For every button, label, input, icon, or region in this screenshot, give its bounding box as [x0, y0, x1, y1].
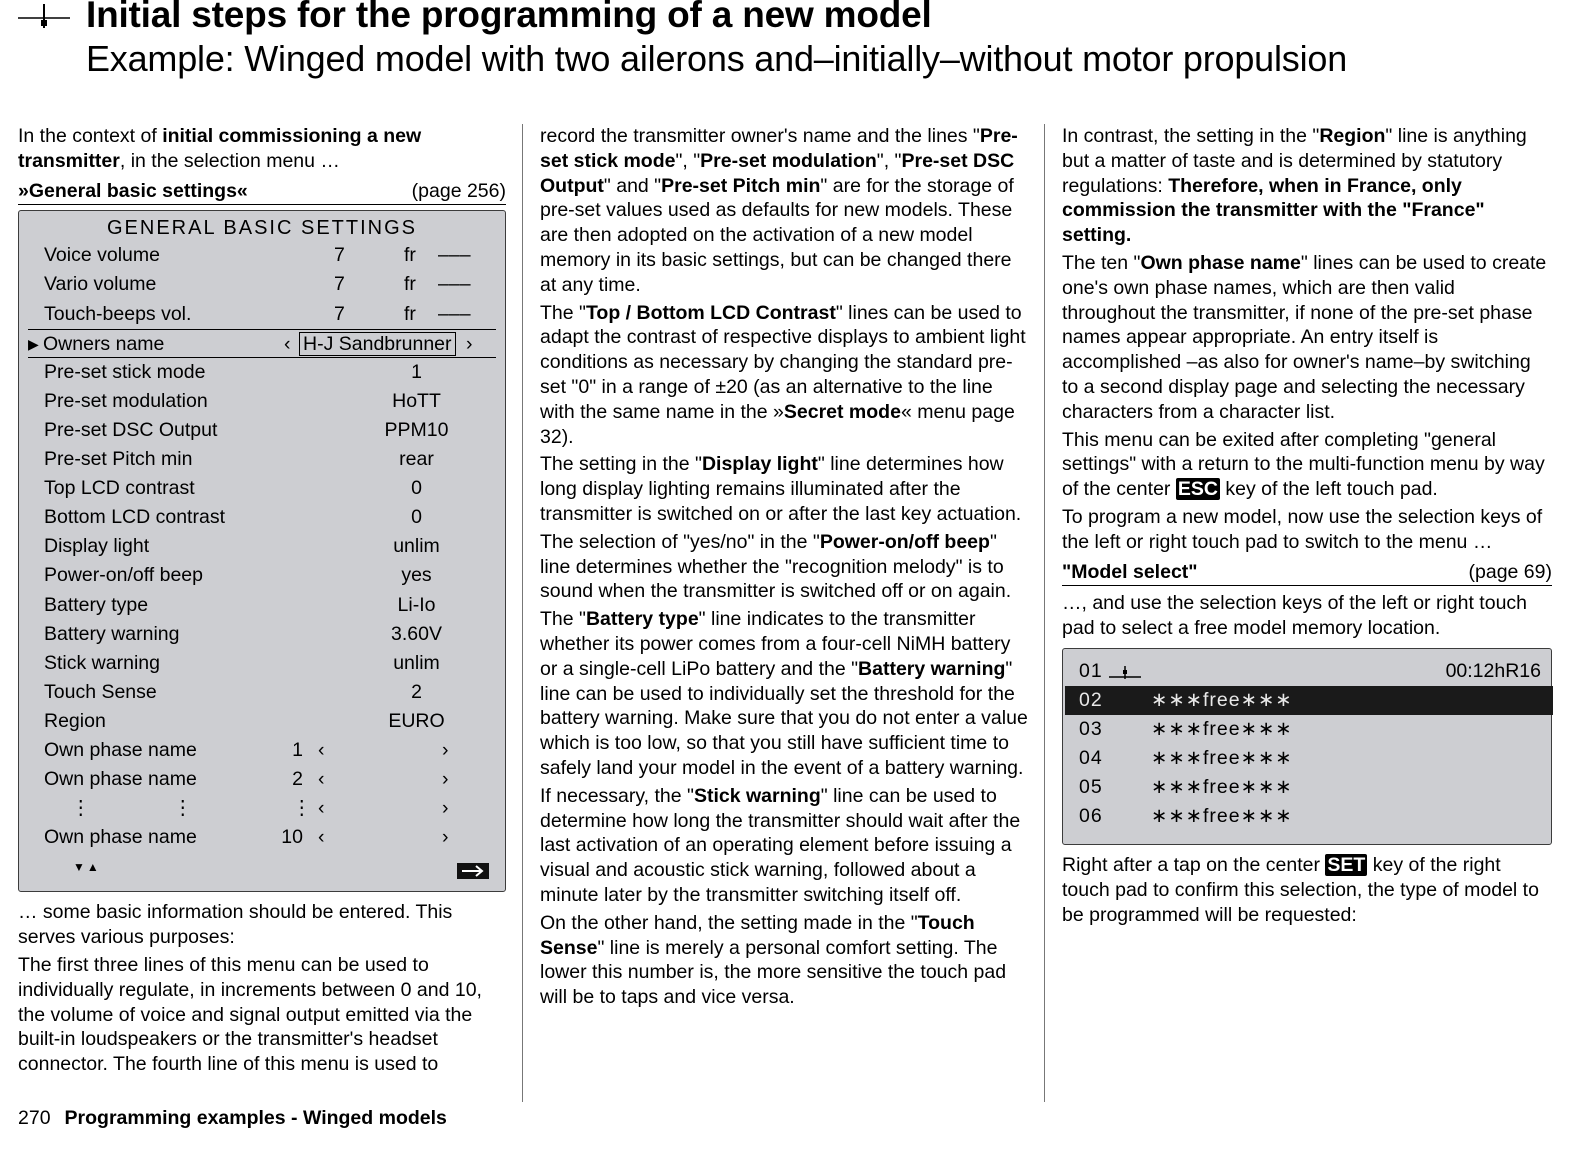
- lcd-row-unit: fr: [404, 302, 416, 325]
- lcd-row[interactable]: [19, 474, 505, 503]
- lcd-row-dash: –––: [438, 273, 471, 296]
- menu-reference: [18, 179, 506, 206]
- lcd-row-volume[interactable]: [19, 270, 505, 299]
- chevron-left-icon[interactable]: ‹: [318, 738, 325, 761]
- lcd-row[interactable]: [19, 561, 505, 590]
- chevron-right-icon[interactable]: ›: [466, 332, 473, 355]
- chevron-left-icon[interactable]: ‹: [318, 768, 325, 791]
- paragraph: The ten "Own phase name" lines can be used to create one's own phase names, which are then valid throughout the transmitter, if none of the pre-set phase names appear appropriate. An entry itself is accomplished –as also for owner's name–by switching to a second display page and selecting the necessary characters from a character list.: [1062, 251, 1547, 423]
- lcd-row-value[interactable]: 7: [334, 302, 345, 325]
- column-2: [540, 124, 1030, 1013]
- paragraph: The first three lines of this menu can be used to individually regulate, in increments between 0 and 10, the volume of voice and signal output emitted via the built-in loudspeakers or the transmitter's headset connector. The fourth line of this menu is used to: [18, 953, 482, 1076]
- page-subtitle: Example: Winged model with two ailerons and–initially–without motor propulsion: [86, 38, 1348, 79]
- owner-name-value[interactable]: H-J Sandbrunner: [299, 332, 456, 356]
- lcd-row-value[interactable]: HoTT: [392, 389, 441, 412]
- phase-number: 1: [292, 738, 303, 761]
- chevron-right-icon[interactable]: ›: [442, 768, 449, 791]
- lcd-row-phase[interactable]: [19, 765, 505, 794]
- lcd-row-value[interactable]: 1: [411, 360, 422, 383]
- lcd-row-label: Own phase name: [44, 738, 197, 761]
- lcd-row-value[interactable]: 7: [334, 273, 345, 296]
- model-row[interactable]: [1077, 802, 1541, 831]
- lcd-row-dash: –––: [438, 302, 471, 325]
- vertical-ellipsis-icon: ⋮: [173, 797, 193, 820]
- lcd-row-value[interactable]: 2: [411, 680, 422, 703]
- lcd-row-label: Battery warning: [44, 622, 180, 645]
- paragraph: On the other hand, the setting made in the "Touch Sense" line is merely a personal comfort setting. The lower this number is, the more sensitive the touch pad will be to taps and vice versa.: [540, 911, 1007, 1009]
- page-footer: [18, 1107, 447, 1130]
- memory-status: ∗∗∗free∗∗∗: [1151, 717, 1293, 740]
- model-row[interactable]: [1077, 744, 1541, 773]
- menu-name: »General basic settings«: [18, 179, 248, 202]
- lcd-row-owner[interactable]: [28, 329, 496, 358]
- lcd-row-value[interactable]: PPM10: [384, 418, 449, 441]
- paragraph: This menu can be exited after completing "general settings" with a return to the multi-function menu by way of the center ESC key of the left touch pad.: [1062, 428, 1545, 501]
- page-number: 270: [18, 1107, 51, 1129]
- memory-number: 02: [1079, 688, 1103, 711]
- memory-status: ∗∗∗free∗∗∗: [1151, 804, 1293, 827]
- column-3: [1062, 124, 1552, 930]
- lcd-row-value[interactable]: 0: [411, 506, 422, 529]
- lcd-row-volume[interactable]: [19, 300, 505, 329]
- intro-paragraph: In the context of initial commissioning a new transmitter, in the selection menu …: [18, 125, 422, 172]
- lcd-row-label: Display light: [44, 535, 150, 558]
- lcd-row-phase[interactable]: [19, 736, 505, 765]
- paragraph: To program a new model, now use the selection keys of the left or right touch pad to switch to the menu …: [1062, 505, 1543, 553]
- model-glider-icon: [18, 4, 70, 30]
- lcd-row-value[interactable]: rear: [399, 448, 434, 471]
- lcd-row-value[interactable]: EURO: [388, 709, 445, 732]
- model-glider-icon: [1109, 666, 1141, 680]
- paragraph: …, and use the selection keys of the left or right touch pad to select a free model memory location.: [1062, 592, 1528, 640]
- paragraph: The "Battery type" line indicates to the transmitter whether its power comes from a four-cell NiMH battery or a single-cell LiPo battery and the "Battery warning" line can be used to individually set the threshold for the battery warning. Make sure that you do not enter a value which is too low, so that you still have sufficient time to safely land your model in the event of a battery warning.: [540, 608, 1028, 779]
- paragraph: If necessary, the "Stick warning" line can be used to determine how long the transmitter should wait after the last activation of an operating element before issuing a visual and acoustic stick warning, followed about a minute later by the transmitter switching itself off.: [540, 784, 1021, 906]
- page-title: Initial steps for the programming of a new model: [86, 0, 932, 35]
- scroll-arrows-icon[interactable]: ▼▲: [73, 859, 101, 874]
- lcd-row-value[interactable]: Li-Io: [397, 593, 436, 616]
- lcd-row[interactable]: [19, 707, 505, 736]
- lcd-row-label: Voice volume: [44, 244, 160, 267]
- chevron-right-icon[interactable]: ›: [442, 738, 449, 761]
- memory-number: 06: [1079, 804, 1103, 827]
- phase-number: 2: [292, 768, 303, 791]
- esc-key: ESC: [1177, 478, 1218, 501]
- paragraph: The setting in the "Display light" line determines how long display lighting remains illuminated after the transmitter is switched on or after the last key actuation.: [540, 453, 1022, 525]
- lcd-row-value[interactable]: unlim: [393, 651, 440, 674]
- memory-status: ∗∗∗free∗∗∗: [1151, 688, 1293, 711]
- model-timer: 00:12hR16: [1445, 659, 1541, 682]
- model-row-selected[interactable]: [1065, 686, 1553, 715]
- lcd-row-label: Stick warning: [44, 651, 160, 674]
- lcd-row-label: Pre-set stick mode: [44, 360, 206, 383]
- lcd-row-label: Touch Sense: [44, 680, 157, 703]
- lcd-row-dash: –––: [438, 244, 471, 267]
- memory-number: 05: [1079, 775, 1103, 798]
- chevron-left-icon[interactable]: ‹: [318, 826, 325, 849]
- lcd-row[interactable]: [19, 591, 505, 620]
- memory-status: ∗∗∗free∗∗∗: [1151, 775, 1293, 798]
- menu-name: "Model select": [1062, 560, 1198, 583]
- memory-number: 04: [1079, 746, 1103, 769]
- model-row[interactable]: [1077, 773, 1541, 802]
- paragraph: The selection of "yes/no" in the "Power-on/off beep" line determines whether the "recognition melody" is to sound when the transmitter is switched off or on again.: [540, 530, 1012, 603]
- lcd-row[interactable]: [19, 649, 505, 678]
- lcd-row[interactable]: [19, 620, 505, 649]
- column-divider: [1044, 124, 1045, 1102]
- lcd-row-label: Vario volume: [44, 273, 157, 296]
- lcd-general-settings: [18, 210, 506, 892]
- lcd-row-label: Touch-beeps vol.: [44, 302, 192, 325]
- lcd-row-label: Own phase name: [44, 826, 197, 849]
- menu-page: (page 256): [411, 179, 506, 202]
- section-title: Programming examples - Winged models: [64, 1107, 447, 1129]
- lcd-row-volume[interactable]: [19, 241, 505, 270]
- memory-status: ∗∗∗free∗∗∗: [1151, 746, 1293, 769]
- lcd-row-value[interactable]: 0: [411, 477, 422, 500]
- paragraph: record the transmitter owner's name and the lines "Pre-set stick mode", "Pre-set modulation", "Pre-set DSC Output" and "Pre-set Pitch min" are for the storage of pre-set values used as defaults for new models. These are then adopted on the activation of a new model memory in its basic settings, but can be changed there at any time.: [540, 125, 1018, 296]
- lcd-header-row: [1077, 657, 1541, 686]
- lcd-row-label: Pre-set DSC Output: [44, 418, 218, 441]
- lcd-row[interactable]: [19, 503, 505, 532]
- lcd-row-label: Pre-set Pitch min: [44, 448, 193, 471]
- lcd-row-label: Region: [44, 709, 106, 732]
- lcd-row-value[interactable]: yes: [401, 564, 432, 587]
- vertical-ellipsis-icon: ⋮: [71, 797, 91, 820]
- menu-page: (page 69): [1468, 560, 1552, 583]
- lcd-row-value[interactable]: 3.60V: [391, 622, 442, 645]
- lcd-row[interactable]: [19, 445, 505, 474]
- next-page-icon[interactable]: [457, 863, 489, 879]
- lcd-row-label: Battery type: [44, 593, 149, 616]
- paragraph: … some basic information should be entered. This serves various purposes:: [18, 901, 453, 949]
- memory-number: 01: [1079, 659, 1103, 682]
- paragraph: Right after a tap on the center SET key of the right touch pad to confirm this selection, the type of model to be programmed will be requested:: [1062, 853, 1539, 926]
- phase-number: 10: [281, 826, 303, 849]
- memory-number: 03: [1079, 717, 1103, 740]
- menu-reference: [1062, 560, 1552, 587]
- lcd-row-unit: fr: [404, 244, 416, 267]
- lcd-row-label: Own phase name: [44, 768, 197, 791]
- chevron-left-icon[interactable]: ‹: [284, 332, 291, 355]
- lcd-row[interactable]: [19, 532, 505, 561]
- lcd-row-label: Power-on/off beep: [44, 564, 203, 587]
- chevron-right-icon[interactable]: ›: [442, 826, 449, 849]
- lcd-row-label: Owners name: [43, 332, 165, 355]
- lcd-row-phase[interactable]: [19, 823, 505, 852]
- paragraph: The "Top / Bottom LCD Contrast" lines can be used to adapt the contrast of respective displays to ambient light conditions as necessary by changing the standard pre-set "0" in a range of ±20 (as an alternative to the line with the same name in the »Secret mode« menu page 32).: [540, 301, 1026, 448]
- lcd-row-ellipsis: [19, 794, 505, 823]
- column-divider: [522, 124, 523, 1102]
- model-row[interactable]: [1077, 715, 1541, 744]
- lcd-row[interactable]: [19, 358, 505, 387]
- lcd-row-value[interactable]: unlim: [393, 535, 440, 558]
- chevron-right-icon[interactable]: ›: [442, 797, 449, 820]
- lcd-row-label: Bottom LCD contrast: [44, 506, 225, 529]
- column-1: [18, 124, 506, 1080]
- lcd-row-label: Top LCD contrast: [44, 477, 195, 500]
- lcd-row-unit: fr: [404, 273, 416, 296]
- paragraph: In contrast, the setting in the "Region" line is anything but a matter of taste and is determined by statutory regulations: Therefore, when in France, only commission the transmitter with the "France" setting.: [1062, 125, 1527, 247]
- lcd-row[interactable]: [19, 416, 505, 445]
- chevron-left-icon[interactable]: ‹: [318, 797, 325, 820]
- lcd-model-select: [1062, 648, 1552, 845]
- lcd-row-label: Pre-set modulation: [44, 389, 208, 412]
- lcd-row-value[interactable]: 7: [334, 244, 345, 267]
- lcd-row[interactable]: [19, 678, 505, 707]
- set-key: SET: [1327, 853, 1366, 876]
- vertical-ellipsis-icon: ⋮: [292, 797, 312, 820]
- selection-arrow-icon: ▶: [28, 335, 39, 352]
- lcd-row[interactable]: [19, 387, 505, 416]
- lcd-title: GENERAL BASIC SETTINGS: [107, 217, 417, 240]
